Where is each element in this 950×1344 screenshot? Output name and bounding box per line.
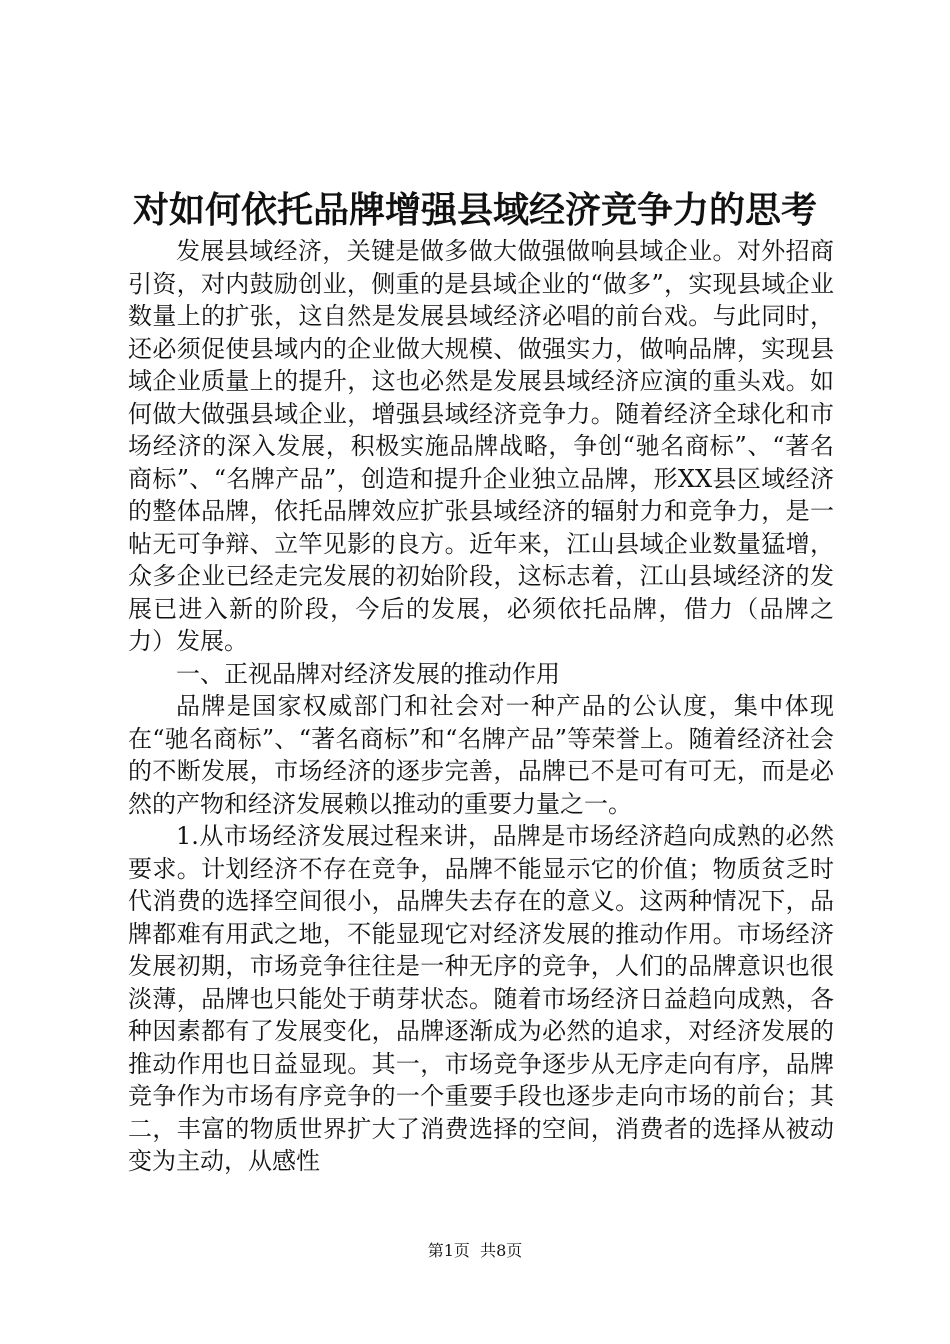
section-heading: 一、正视品牌对经济发展的推动作用 [176,659,560,688]
page-footer: 第1页 共8页 [427,1241,523,1260]
paragraph-point-1: 1.从市场经济发展过程来讲，品牌是市场经济趋向成熟的必然要求。计划经济不存在竞争，品牌不能显示它的价值；物质贫乏时代消费的选择空间很小，品牌失去存在的意义。这两种情况下，品牌都难有用武之地，不能显现它对经济发展的推动作用。市场经济发展初期，市场竞争往往是一种无序的竞争，人们的品牌意识也很淡薄，品牌也只能处于萌芽状态。随着市场经济日益趋向成熟，各种因素都有了发展变化，品牌逐渐成为必然的追求，对经济发展的推动作用也日益显现。其一，市场竞争逐步从无序走向有序，品牌竞争作为市场有序竞争的一个重要手段也逐步走向市场的前台；其二，丰富的物质世界扩大了消费选择的空间，消费者的选择从被动变为主动，从感性 [128,822,834,1175]
paragraph-intro: 发展县域经济，关键是做多做大做强做响县域企业。对外招商引资，对内鼓励创业，侧重的是县域企业的“做多”，实现县域企业数量上的扩张，这自然是发展县域经济必唱的前台戏。与此同时，还必须促使县域内的企业做大规模、做强实力，做响品牌，实现县域企业质量上的提升，这也必然是发展县域经济应演的重头戏。如何做大做强县域企业，增强县域经济竞争力。随着经济全球化和市场经济的深入发展，积极实施品牌战略，争创“驰名商标”、“著名商标”、“名牌产品”，创造和提升企业独立品牌，形XX县区域经济的整体品牌，依托品牌效应扩张县域经济的辐射力和竞争力，是一帖无可争辩、立竿见影的良方。近年来，江山县域企业数量猛增，众多企业已经走完发展的初始阶段，这标志着，江山县域经济的发展已进入新的阶段，今后的发展，必须依托品牌，借力（品牌之力）发展。 [128,237,834,655]
document-title: 对如何依托品牌增强县域经济竞争力的思考 [132,189,817,231]
document-body [128,235,834,1178]
paragraph-brand-definition: 品牌是国家权威部门和社会对一种产品的公认度，集中体现在“驰名商标”、“著名商标”和“名牌产品”等荣誉上。随着经济社会的不断发展，市场经济的逐步完善，品牌已不是可有可无，而是必然的产物和经济发展赖以推动的重要力量之一。 [128,692,834,818]
